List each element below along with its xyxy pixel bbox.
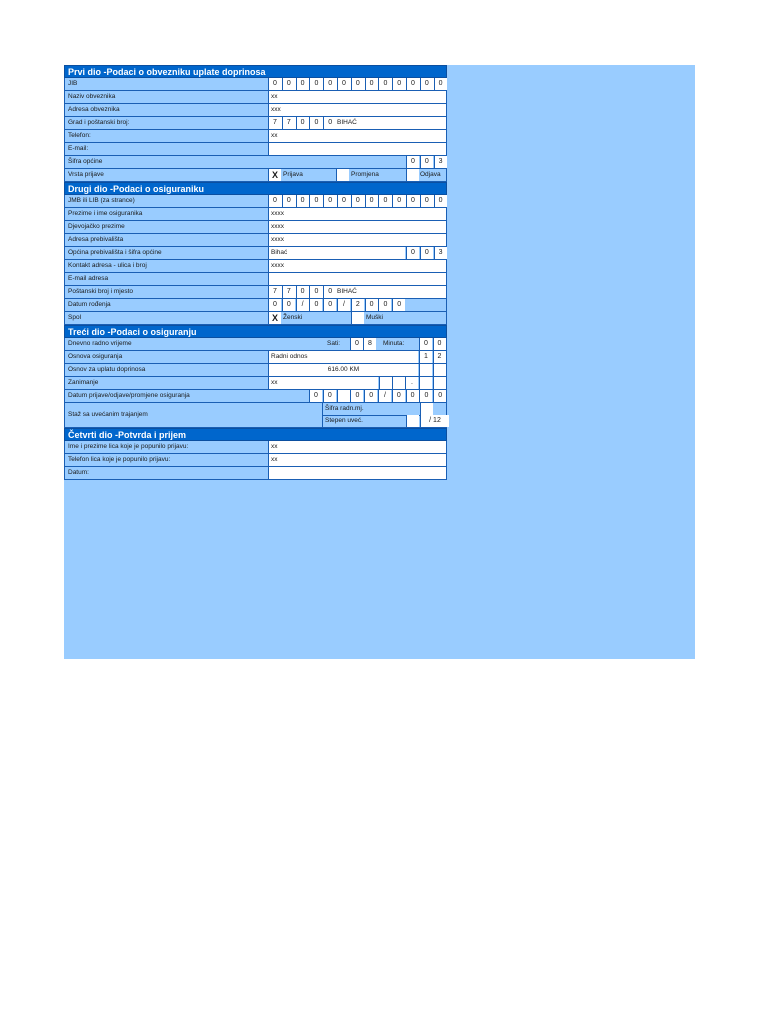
uplata-box-2[interactable] <box>433 364 446 376</box>
naziv-row <box>64 91 447 104</box>
jmb-digit-11[interactable]: 0 <box>406 195 419 207</box>
datum-rodjenja-label: Datum rođenja <box>68 301 111 308</box>
jmb-digit-4[interactable]: 0 <box>309 195 322 207</box>
minuta-digit-2[interactable]: 0 <box>433 338 446 350</box>
minuta-label: Minuta: <box>383 340 405 347</box>
zanimanje-box-5[interactable] <box>433 377 446 389</box>
zanimanje-label: Zanimanje <box>68 379 99 386</box>
jmb-row <box>64 195 447 208</box>
popunio-telefon-field[interactable]: xx <box>268 454 446 466</box>
opcina-digit-1[interactable]: 0 <box>406 247 419 259</box>
prijava-label: Prijava <box>283 171 303 178</box>
jib-digit-5[interactable]: 0 <box>323 78 336 90</box>
sati-digit-2[interactable]: 8 <box>363 338 376 350</box>
sifra-radnog-mjesta-box[interactable] <box>420 403 433 415</box>
postal-digit-4[interactable]: 0 <box>309 117 322 129</box>
jib-digit-11[interactable]: 0 <box>406 78 419 90</box>
popunio-telefon-row <box>64 454 447 467</box>
ime-osiguranika-row <box>64 208 447 221</box>
rodjenje-cell-10[interactable]: 0 <box>392 299 405 311</box>
zanimanje-box-2[interactable] <box>392 377 405 389</box>
postanski-digit-5[interactable]: 0 <box>323 286 336 298</box>
email-osiguranika-label: E-mail adresa <box>68 275 109 282</box>
telefon-row <box>64 130 447 143</box>
section1-header: Prvi dio -Podaci o obvezniku uplate doprinosa <box>64 65 447 78</box>
zenski-label: Ženski <box>283 314 303 321</box>
datum-potvrde-field[interactable] <box>268 467 446 479</box>
naziv-field[interactable]: xx <box>268 91 446 103</box>
jmb-digit-5[interactable]: 0 <box>323 195 336 207</box>
kontakt-row <box>64 260 447 273</box>
rodjenje-cell-7[interactable]: 2 <box>351 299 364 311</box>
jib-digit-6[interactable]: 0 <box>337 78 350 90</box>
datum-osiguranja-row <box>64 390 447 403</box>
osnova-digit-2[interactable]: 2 <box>433 351 446 363</box>
osig-cell-6[interactable]: / <box>378 390 391 402</box>
rodjenje-cell-5[interactable]: 0 <box>323 299 336 311</box>
popunio-ime-field[interactable]: xx <box>268 441 446 453</box>
adresa-prebivalista-field[interactable]: xxxx <box>268 234 446 246</box>
muski-label: Muški <box>366 314 383 321</box>
sifra-radnog-mjesta-label: Šifra radn.mj. <box>325 405 364 412</box>
uplata-box-1[interactable] <box>419 364 432 376</box>
osig-cell-5[interactable]: 0 <box>364 390 377 402</box>
section4-header: Četvrti dio -Potvrda i prijem <box>64 428 447 441</box>
postanski-digit-4[interactable]: 0 <box>309 286 322 298</box>
osnova-row <box>64 351 447 364</box>
jmb-digit-8[interactable]: 0 <box>365 195 378 207</box>
stepen-row <box>322 415 446 427</box>
osnova-digit-1[interactable]: 1 <box>419 351 432 363</box>
vrsta-prijave-row <box>64 169 447 182</box>
opcina-row <box>64 247 447 260</box>
jmb-digit-10[interactable]: 0 <box>392 195 405 207</box>
uplata-row <box>64 364 447 377</box>
jmb-digit-6[interactable]: 0 <box>337 195 350 207</box>
rodjenje-cell-6[interactable]: / <box>337 299 350 311</box>
email-osiguranika-field[interactable] <box>268 273 446 285</box>
jib-digit-9[interactable]: 0 <box>378 78 391 90</box>
datum-potvrde-row <box>64 467 447 480</box>
rodjenje-cell-9[interactable]: 0 <box>378 299 391 311</box>
opcina-field[interactable]: Bihać <box>268 247 405 259</box>
osig-cell-2[interactable]: 0 <box>323 390 336 402</box>
osig-cell-1[interactable]: 0 <box>309 390 322 402</box>
grad-field[interactable]: BIHAĆ <box>337 119 357 126</box>
opcina-label: Općina prebivališta i šifra općine <box>68 249 162 256</box>
osig-cell-3[interactable] <box>337 390 350 402</box>
jib-digit-4[interactable]: 0 <box>309 78 322 90</box>
jib-label: JIB <box>68 80 78 87</box>
popunio-ime-label: Ime i prezime lica koje je popunilo prijavu: <box>68 443 189 450</box>
rodjenje-cell-8[interactable]: 0 <box>365 299 378 311</box>
promjena-checkbox[interactable] <box>336 169 349 181</box>
kontakt-label: Kontakt adresa - ulica i broj <box>68 262 147 269</box>
jmb-digit-9[interactable]: 0 <box>378 195 391 207</box>
sifra-opcine-row <box>64 156 447 169</box>
opcina-digit-3[interactable]: 3 <box>434 247 447 259</box>
adresa-obveznika-field[interactable]: xxx <box>268 104 446 116</box>
postanski-digit-2[interactable]: 7 <box>282 286 295 298</box>
osig-cell-8[interactable]: 0 <box>406 390 419 402</box>
adresa-obveznika-row <box>64 104 447 117</box>
stepen-label: Stepen uveć. <box>325 417 363 424</box>
popunio-telefon-label: Telefon lica koje je popunilo prijavu: <box>68 456 171 463</box>
dnevno-row <box>64 338 447 351</box>
popunio-ime-row <box>64 441 447 454</box>
osig-cell-10[interactable]: 0 <box>433 390 446 402</box>
email-field[interactable] <box>268 143 446 155</box>
section3-header: Treći dio -Podaci o osiguranju <box>64 325 447 338</box>
osig-cell-9[interactable]: 0 <box>419 390 432 402</box>
sifra-digit-1[interactable]: 0 <box>406 156 419 168</box>
jib-digit-13[interactable]: 0 <box>434 78 447 90</box>
jib-digit-1[interactable]: 0 <box>268 78 281 90</box>
rodjenje-cell-4[interactable]: 0 <box>309 299 322 311</box>
mjesto-field[interactable]: BIHAĆ <box>337 288 357 295</box>
grad-row <box>64 117 447 130</box>
spol-row <box>64 312 447 325</box>
djevojacko-field[interactable]: xxxx <box>268 221 446 233</box>
telefon-label: Telefon: <box>68 132 91 139</box>
zanimanje-box-1[interactable] <box>379 377 392 389</box>
odjava-checkbox[interactable] <box>406 169 419 181</box>
prijava-checkbox[interactable]: X <box>268 169 281 181</box>
sati-label: Sati: <box>327 340 341 347</box>
postanski-row <box>64 286 447 299</box>
zanimanje-box-3[interactable]: . <box>405 377 418 389</box>
rodjenje-cell-1[interactable]: 0 <box>268 299 281 311</box>
rodjenje-cell-2[interactable]: 0 <box>282 299 295 311</box>
jib-digit-3[interactable]: 0 <box>296 78 309 90</box>
datum-potvrde-label: Datum: <box>68 469 89 476</box>
uplata-field[interactable]: 616.00 KM <box>268 364 418 376</box>
prijava-form <box>64 65 447 480</box>
staz-label: Staž sa uvećanim trajanjem <box>68 411 148 418</box>
ime-osiguranika-field[interactable]: xxxx <box>268 208 446 220</box>
section2-header: Drugi dio -Podaci o osiguraniku <box>64 182 447 195</box>
odjava-label: Odjava <box>420 171 441 178</box>
jmb-digit-7[interactable]: 0 <box>351 195 364 207</box>
stepen-box[interactable] <box>406 415 419 427</box>
email-row <box>64 143 447 156</box>
djevojacko-label: Djevojačko prezime <box>68 223 125 230</box>
jmb-digit-13[interactable]: 0 <box>434 195 447 207</box>
jib-digit-10[interactable]: 0 <box>392 78 405 90</box>
promjena-label: Promjena <box>351 171 379 178</box>
postal-digit-5[interactable]: 0 <box>323 117 336 129</box>
zanimanje-field[interactable]: xx <box>268 377 378 389</box>
jmb-digit-1[interactable]: 0 <box>268 195 281 207</box>
postanski-digit-1[interactable]: 7 <box>268 286 281 298</box>
grad-label: Grad i poštanski broj: <box>68 119 130 126</box>
muski-checkbox[interactable] <box>351 312 364 324</box>
sifra-digit-3[interactable]: 3 <box>434 156 447 168</box>
adresa-prebivalista-label: Adresa prebivališta <box>68 236 124 243</box>
postanski-label: Poštanski broj i mjesto <box>68 288 134 295</box>
vrsta-prijave-label: Vrsta prijave <box>68 171 104 178</box>
jmb-digit-12[interactable]: 0 <box>420 195 433 207</box>
opcina-digit-2[interactable]: 0 <box>420 247 433 259</box>
email-label: E-mail: <box>68 145 89 152</box>
spol-label: Spol <box>68 314 82 321</box>
rodjenje-cell-3[interactable]: / <box>296 299 309 311</box>
zanimanje-box-4[interactable] <box>419 377 432 389</box>
jib-digit-2[interactable]: 0 <box>282 78 295 90</box>
kontakt-field[interactable]: xxxx <box>268 260 446 272</box>
jmb-digit-2[interactable]: 0 <box>282 195 295 207</box>
jmb-digit-3[interactable]: 0 <box>296 195 309 207</box>
postal-digit-2[interactable]: 7 <box>282 117 295 129</box>
jib-digit-7[interactable]: 0 <box>351 78 364 90</box>
dnevno-label: Dnevno radno vrijeme <box>68 340 132 347</box>
adresa-obveznika-label: Adresa obveznika <box>68 106 120 113</box>
postal-digit-1[interactable]: 7 <box>268 117 281 129</box>
email-osiguranika-row <box>64 273 447 286</box>
uplata-label: Osnov za uplatu doprinosa <box>68 366 146 373</box>
jmb-label: JMB ili LIB (za strance) <box>68 197 135 204</box>
zanimanje-row <box>64 377 447 390</box>
staz-row <box>64 403 447 428</box>
sifra-opcine-label: Šifra općine <box>68 158 103 165</box>
jib-digit-8[interactable]: 0 <box>365 78 378 90</box>
ime-osiguranika-label: Prezime i ime osiguranika <box>68 210 143 217</box>
adresa-prebivalista-row <box>64 234 447 247</box>
naziv-label: Naziv obveznika <box>68 93 116 100</box>
datum-rodjenja-row <box>64 299 447 312</box>
djevojacko-row <box>64 221 447 234</box>
postal-digit-3[interactable]: 0 <box>296 117 309 129</box>
datum-osiguranja-label: Datum prijave/odjave/promjene osiguranja <box>68 392 190 399</box>
osnova-label: Osnova osiguranja <box>68 353 123 360</box>
jib-row <box>64 78 447 91</box>
osig-cell-4[interactable]: 0 <box>350 390 363 402</box>
sifra-digit-2[interactable]: 0 <box>420 156 433 168</box>
osig-cell-7[interactable]: 0 <box>392 390 405 402</box>
osnova-field[interactable]: Radni odnos <box>268 351 418 363</box>
postanski-digit-3[interactable]: 0 <box>296 286 309 298</box>
minuta-digit-1[interactable]: 0 <box>419 338 432 350</box>
jib-digit-12[interactable]: 0 <box>420 78 433 90</box>
stepen-field[interactable]: / 12 <box>420 415 449 427</box>
telefon-field[interactable]: xx <box>268 130 446 142</box>
sati-digit-1[interactable]: 0 <box>350 338 363 350</box>
zenski-checkbox[interactable]: X <box>268 312 281 324</box>
